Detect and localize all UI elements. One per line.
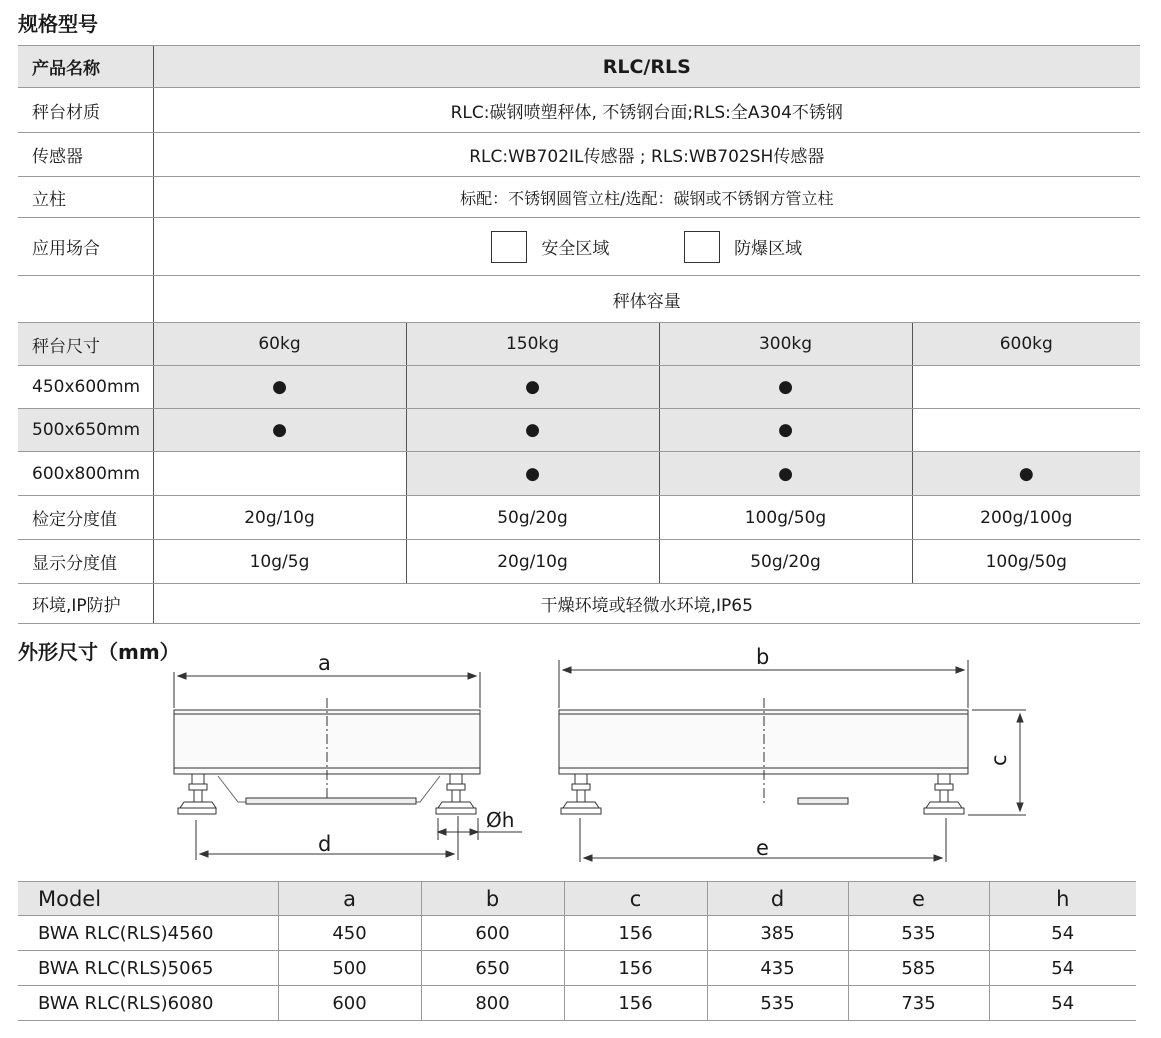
dim-value: 585 (848, 951, 989, 986)
safe-area-checkbox[interactable] (491, 231, 527, 263)
material-label: 秤台材质 (18, 88, 153, 133)
application-options (153, 218, 1140, 276)
verify-division-value: 100g/50g (659, 496, 912, 540)
side-view-left (174, 672, 522, 860)
product-name-label: 产品名称 (18, 46, 153, 88)
size-row-500x650 (18, 409, 1140, 452)
dim-value: 600 (421, 916, 564, 951)
size-mark: ● (659, 452, 912, 496)
capacity-60: 60kg (153, 323, 406, 366)
size-mark: ● (153, 366, 406, 409)
size-mark: ● (153, 409, 406, 452)
explosion-proof-checkbox[interactable] (684, 231, 720, 263)
dim-value: 450 (278, 916, 421, 951)
display-division-value: 10g/5g (153, 540, 406, 584)
dims-title: 外形尺寸（mm） (18, 640, 180, 664)
size-label: 秤台尺寸 (18, 323, 153, 366)
size-row-label: 500x650mm (18, 409, 153, 452)
display-division-label: 显示分度值 (18, 540, 153, 584)
material-row (18, 88, 1140, 133)
dim-value: 600 (278, 986, 421, 1021)
size-mark: ● (406, 366, 659, 409)
dim-value: 535 (848, 916, 989, 951)
application-label: 应用场合 (18, 218, 153, 276)
spec-title: 规格型号 (18, 12, 98, 36)
table-row (18, 986, 1136, 1021)
display-division-row (18, 540, 1140, 584)
dimension-drawing (0, 630, 1161, 875)
col-header-a: a (278, 882, 421, 916)
model-name: BWA RLC(RLS)6080 (18, 986, 278, 1021)
sensor-value: RLC:WB702IL传感器 ; RLS:WB702SH传感器 (153, 133, 1140, 177)
capacity-300: 300kg (659, 323, 912, 366)
verify-division-label: 检定分度值 (18, 496, 153, 540)
column-row (18, 177, 1140, 218)
display-division-value: 50g/20g (659, 540, 912, 584)
dim-value: 54 (989, 951, 1136, 986)
dim-value: 54 (989, 916, 1136, 951)
column-value: 标配：不锈钢圆管立柱/选配：碳钢或不锈钢方管立柱 (153, 177, 1140, 218)
dim-value: 54 (989, 986, 1136, 1021)
product-name-row (18, 46, 1140, 88)
dim-label-e: e (756, 836, 769, 860)
environment-row (18, 584, 1140, 624)
table-row (18, 951, 1136, 986)
col-header-c: c (564, 882, 707, 916)
display-division-value: 20g/10g (406, 540, 659, 584)
col-header-e: e (848, 882, 989, 916)
table-row (18, 916, 1136, 951)
verify-division-value: 50g/20g (406, 496, 659, 540)
environment-label: 环境,IP防护 (18, 584, 153, 624)
dim-label-b: b (756, 645, 770, 669)
dim-value: 650 (421, 951, 564, 986)
safe-area-label: 安全区域 (541, 239, 610, 259)
dim-value: 535 (707, 986, 848, 1021)
column-label: 立柱 (18, 177, 153, 218)
dim-label-c: c (987, 754, 1011, 766)
dim-value: 156 (564, 951, 707, 986)
size-mark: ● (659, 409, 912, 452)
capacity-header-empty (18, 276, 153, 323)
size-mark: ● (912, 452, 1140, 496)
spec-table (18, 45, 1140, 624)
col-header-d: d (707, 882, 848, 916)
dim-value: 735 (848, 986, 989, 1021)
capacity-header: 秤体容量 (153, 276, 1140, 323)
size-mark: ● (406, 452, 659, 496)
dim-value: 385 (707, 916, 848, 951)
dim-label-a: a (318, 651, 331, 675)
dim-value: 435 (707, 951, 848, 986)
size-mark (912, 409, 1140, 452)
verify-division-value: 200g/100g (912, 496, 1140, 540)
size-mark: ● (659, 366, 912, 409)
model-dimension-table (18, 881, 1136, 1021)
product-name-value: RLC/RLS (153, 46, 1140, 88)
size-mark (153, 452, 406, 496)
model-name: BWA RLC(RLS)5065 (18, 951, 278, 986)
dim-value: 156 (564, 986, 707, 1021)
material-value: RLC:碳钢喷塑秤体, 不锈钢台面;RLS:全A304不锈钢 (153, 88, 1140, 133)
model-name: BWA RLC(RLS)4560 (18, 916, 278, 951)
sensor-row (18, 133, 1140, 177)
size-mark (912, 366, 1140, 409)
size-row-600x800 (18, 452, 1140, 496)
dim-label-d: d (318, 832, 332, 856)
capacity-600: 600kg (912, 323, 1140, 366)
dim-label-h: Øh (486, 808, 515, 832)
display-division-value: 100g/50g (912, 540, 1140, 584)
capacity-150: 150kg (406, 323, 659, 366)
size-mark: ● (406, 409, 659, 452)
col-header-h: h (989, 882, 1136, 916)
model-header-row (18, 882, 1136, 916)
size-row-label: 450x600mm (18, 366, 153, 409)
dim-value: 156 (564, 916, 707, 951)
verify-division-row (18, 496, 1140, 540)
explosion-proof-label: 防爆区域 (734, 239, 803, 259)
capacity-row (18, 323, 1140, 366)
dim-value: 800 (421, 986, 564, 1021)
size-row-450x600 (18, 366, 1140, 409)
capacity-header-row (18, 276, 1140, 323)
front-view-right (559, 660, 1026, 862)
dim-value: 500 (278, 951, 421, 986)
application-row (18, 218, 1140, 276)
environment-value: 干燥环境或轻微水环境,IP65 (153, 584, 1140, 624)
sensor-label: 传感器 (18, 133, 153, 177)
model-header: Model (18, 882, 278, 916)
col-header-b: b (421, 882, 564, 916)
verify-division-value: 20g/10g (153, 496, 406, 540)
size-row-label: 600x800mm (18, 452, 153, 496)
